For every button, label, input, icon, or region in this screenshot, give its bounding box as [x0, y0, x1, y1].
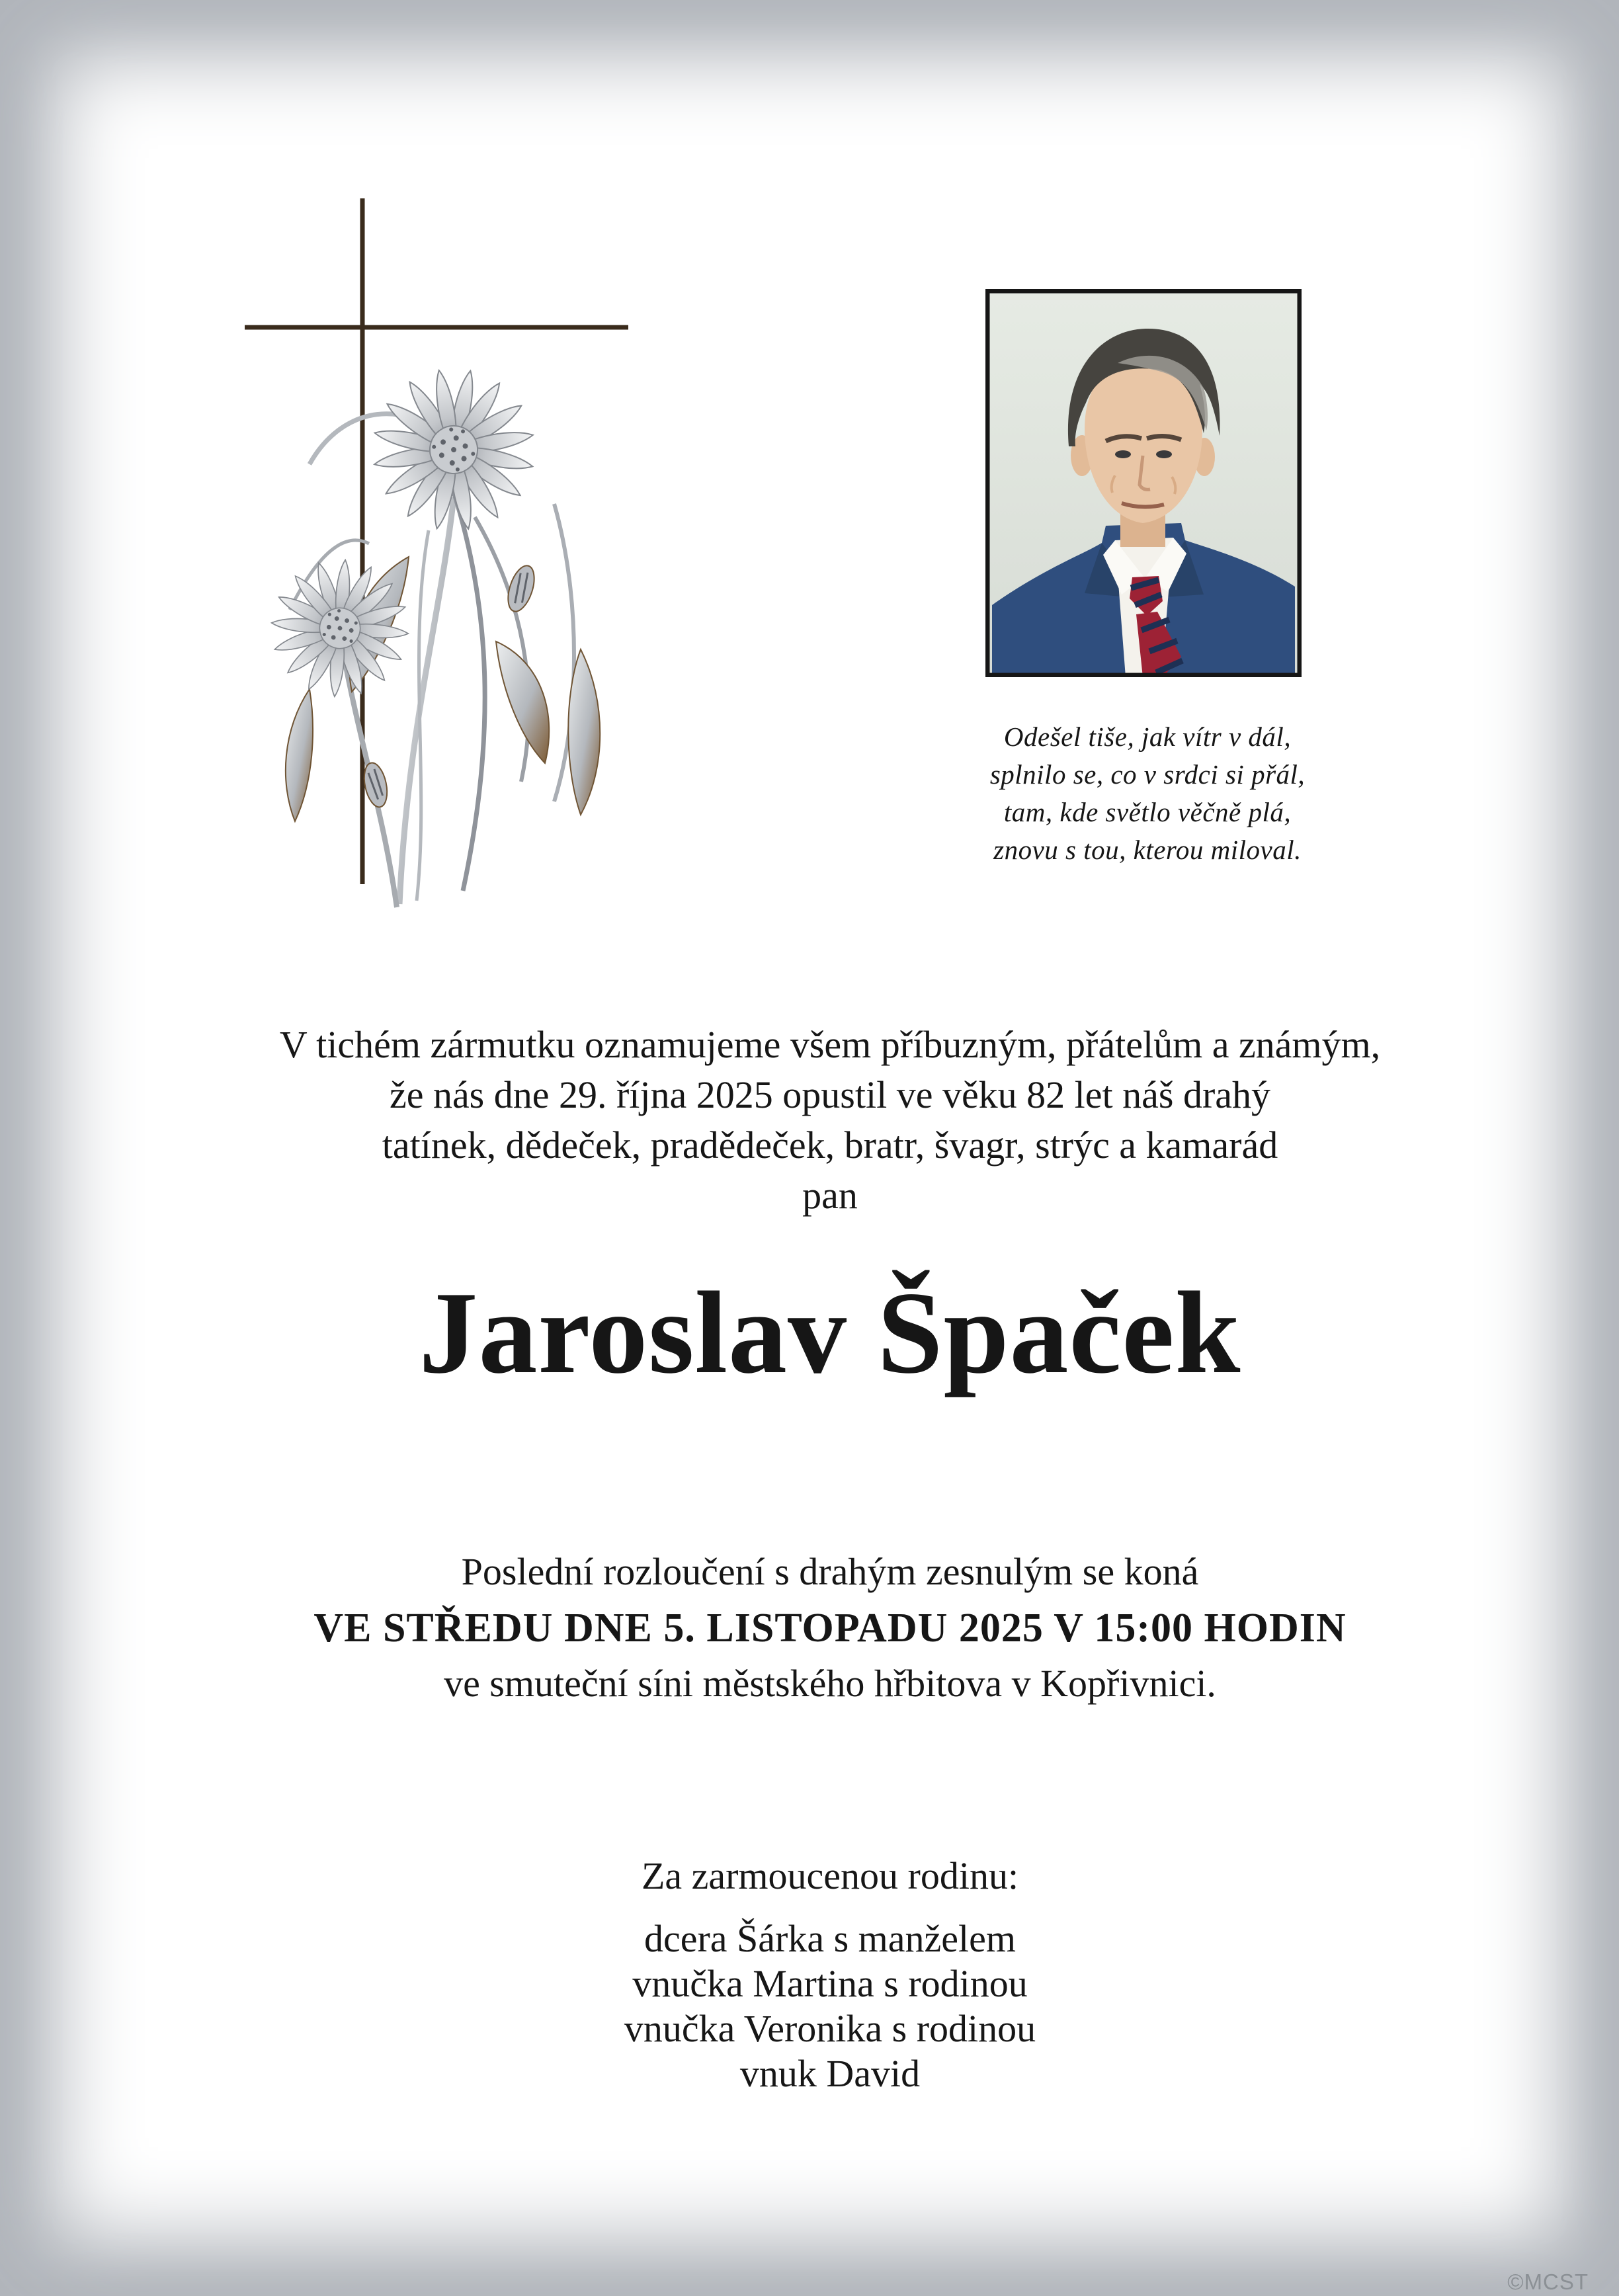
announcement-line: že nás dne 29. října 2025 opustil ve věku 82 let náš drahý [389, 1073, 1271, 1116]
memorial-poem [936, 718, 1359, 869]
family-member: dcera Šárka s manželem [644, 1917, 1016, 1960]
announcement-line: tatínek, dědeček, pradědeček, bratr, švagr, strýc a kamarád [382, 1124, 1278, 1167]
poem-line: splnilo se, co v srdci si přál, [989, 759, 1306, 790]
announcement-line: V tichém zármutku oznamujeme všem příbuzným, přátelům a známým, [279, 1023, 1381, 1066]
funeral-place-line: ve smuteční síni městského hřbitova v Kopřivnici. [444, 1662, 1216, 1705]
printer-copyright-mark: ©MCST [1507, 2270, 1589, 2294]
announcement-line-pan: pan [802, 1174, 858, 1217]
poem-line: Odešel tiše, jak vítr v dál, [1003, 721, 1292, 752]
family-header: Za zarmoucenou rodinu: [641, 1854, 1019, 1897]
family-member: vnuk David [739, 2052, 921, 2095]
family-members-list [41, 1916, 1619, 2096]
funeral-details [41, 1545, 1619, 1710]
family-member: vnučka Martina s rodinou [632, 1962, 1028, 2005]
family-section [41, 1853, 1619, 2096]
funeral-intro-line: Poslední rozloučení s drahým zesnulým se koná [461, 1550, 1199, 1593]
announcement-text [41, 1020, 1619, 1221]
family-member: vnučka Veronika s rodinou [624, 2007, 1036, 2050]
funeral-datetime-line: VE STŘEDU DNE 5. LISTOPADU 2025 V 15:00 HODIN [313, 1606, 1347, 1651]
portrait-photo [985, 289, 1302, 677]
poem-line: tam, kde světlo věčně plá, [1003, 797, 1292, 827]
cross-and-flowers-graphic [210, 186, 673, 950]
deceased-name: Jaroslav Špaček [419, 1267, 1241, 1398]
poem-line: znovu s tou, kterou miloval. [993, 835, 1302, 865]
